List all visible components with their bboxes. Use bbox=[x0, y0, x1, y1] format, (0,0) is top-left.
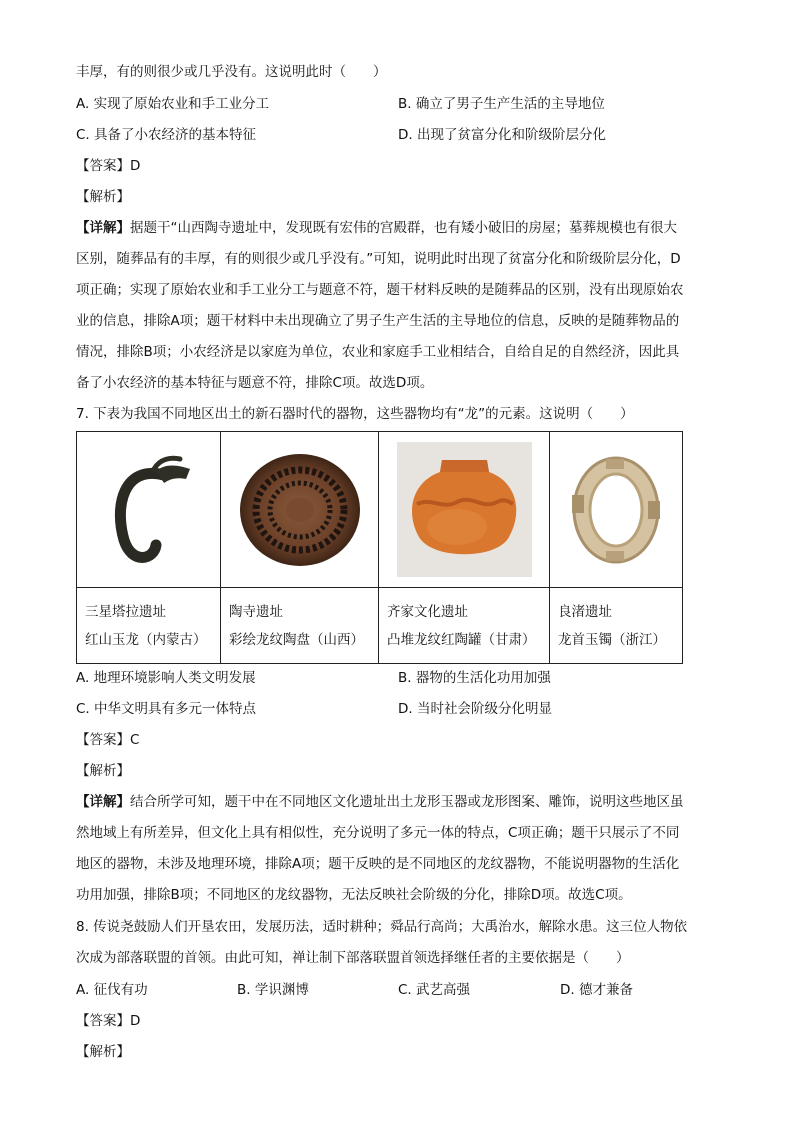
q8-option-a: A. 征伐有功 bbox=[76, 982, 148, 998]
q6-analysis-heading: 【解析】 bbox=[76, 189, 130, 205]
q7-stem: 7. 下表为我国不同地区出土的新石器时代的器物，这些器物均有“龙”的元素。这说明（ ） bbox=[76, 406, 634, 422]
artifact-caption-3 bbox=[379, 588, 550, 664]
q7-analysis-heading: 【解析】 bbox=[76, 763, 130, 779]
artifact-image-jade-dragon bbox=[77, 432, 221, 588]
q7-detail-line-1 bbox=[76, 792, 684, 812]
artifact-name-4: 龙首玉镯（浙江） bbox=[558, 631, 666, 648]
artifact-name-2: 彩绘龙纹陶盘（山西） bbox=[229, 631, 364, 648]
q6-detail-line-1 bbox=[76, 218, 677, 238]
q7-option-d: D. 当时社会阶级分化明显 bbox=[398, 701, 552, 717]
q7-detail-text-1: 结合所学可知，题干中在不同地区文化遗址出土龙形玉器或龙形图案、雕饰，说明这些地区虽 bbox=[130, 794, 684, 810]
q8-analysis-heading: 【解析】 bbox=[76, 1044, 130, 1060]
artifact-caption-1 bbox=[77, 588, 221, 664]
q8-stem-line-2: 次成为部落联盟的首领。由此可知，禅让制下部落联盟首领选择继任者的主要依据是（ ） bbox=[76, 950, 630, 966]
jade-bracelet-icon bbox=[566, 445, 666, 575]
pottery-jar-icon bbox=[397, 442, 532, 577]
painted-plate-icon bbox=[235, 445, 365, 575]
q7-option-b: B. 器物的生活化功用加强 bbox=[398, 670, 551, 686]
q6-detail-text-1: 据题干“山西陶寺遗址中，发现既有宏伟的宫殿群，也有矮小破旧的房屋；墓葬规模也有很大 bbox=[130, 220, 677, 236]
q6-option-d: D. 出现了贫富分化和阶级阶层分化 bbox=[398, 127, 606, 143]
q8-option-c: C. 武艺高强 bbox=[398, 982, 471, 998]
q6-option-a: A. 实现了原始农业和手工业分工 bbox=[76, 96, 270, 112]
q7-option-a: A. 地理环境影响人类文明发展 bbox=[76, 670, 256, 686]
artifact-name-3: 凸堆龙纹红陶罐（甘肃） bbox=[387, 631, 536, 648]
artifact-name-1: 红山玉龙（内蒙古） bbox=[85, 631, 207, 648]
artifact-site-1: 三星塔拉遗址 bbox=[85, 603, 166, 620]
q8-option-d: D. 德才兼备 bbox=[560, 982, 633, 998]
q6-detail-line-4: 业的信息，排除A项；题干材料中未出现确立了男子生产生活的主导地位的信息，反映的是随葬物品的 bbox=[76, 313, 680, 329]
artifact-site-2: 陶寺遗址 bbox=[229, 603, 283, 620]
artifact-caption-2 bbox=[221, 588, 379, 664]
q7-artifact-table bbox=[76, 431, 683, 664]
q7-detail-tag: 【详解】 bbox=[76, 794, 130, 810]
q6-option-c: C. 具备了小农经济的基本特征 bbox=[76, 127, 257, 143]
artifact-site-3: 齐家文化遗址 bbox=[387, 603, 468, 620]
artifact-image-jade-bracelet bbox=[550, 432, 683, 588]
q8-option-b: B. 学识渊博 bbox=[237, 982, 309, 998]
q7-answer: 【答案】C bbox=[76, 732, 140, 748]
q6-detail-line-6: 备了小农经济的基本特征与题意不符，排除C项。故选D项。 bbox=[76, 375, 434, 391]
artifact-image-red-pottery-jar bbox=[379, 432, 550, 588]
q7-option-c: C. 中华文明具有多元一体特点 bbox=[76, 701, 257, 717]
q6-detail-line-5: 情况，排除B项；小农经济是以家庭为单位，农业和家庭手工业相结合，自给自足的自然经济，因此具 bbox=[76, 344, 680, 360]
q6-option-b: B. 确立了男子生产生活的主导地位 bbox=[398, 96, 605, 112]
q7-detail-line-3: 地区的器物，未涉及地理环境，排除A项；题干反映的是不同地区的龙纹器物，不能说明器物的生活化 bbox=[76, 856, 680, 872]
q6-stem-continuation: 丰厚，有的则很少或几乎没有。这说明此时（ ） bbox=[76, 64, 387, 80]
q8-answer: 【答案】D bbox=[76, 1013, 141, 1029]
q6-answer: 【答案】D bbox=[76, 158, 141, 174]
artifact-image-painted-plate bbox=[221, 432, 379, 588]
q7-detail-line-2: 然地域上有所差异，但文化上具有相似性，充分说明了多元一体的特点，C项正确；题干只展示了不同 bbox=[76, 825, 680, 841]
artifact-caption-4 bbox=[550, 588, 683, 664]
q7-detail-line-4: 功用加强，排除B项；不同地区的龙纹器物，无法反映社会阶级的分化，排除D项。故选C项。 bbox=[76, 887, 632, 903]
jade-dragon-icon bbox=[94, 445, 204, 575]
q6-detail-line-3: 项正确；实现了原始农业和手工业分工与题意不符，题干材料反映的是随葬品的区别，没有出现原始农 bbox=[76, 282, 684, 298]
artifact-site-4: 良渚遗址 bbox=[558, 603, 612, 620]
q6-detail-tag: 【详解】 bbox=[76, 220, 130, 236]
q8-stem-line-1: 8. 传说尧鼓励人们开垦农田，发展历法，适时耕种；舜品行高尚；大禹治水，解除水患。这三位人物依 bbox=[76, 919, 688, 935]
q6-detail-line-2: 区别，随葬品有的丰厚，有的则很少或几乎没有。”可知，说明此时出现了贫富分化和阶级阶层分化，D bbox=[76, 251, 681, 267]
